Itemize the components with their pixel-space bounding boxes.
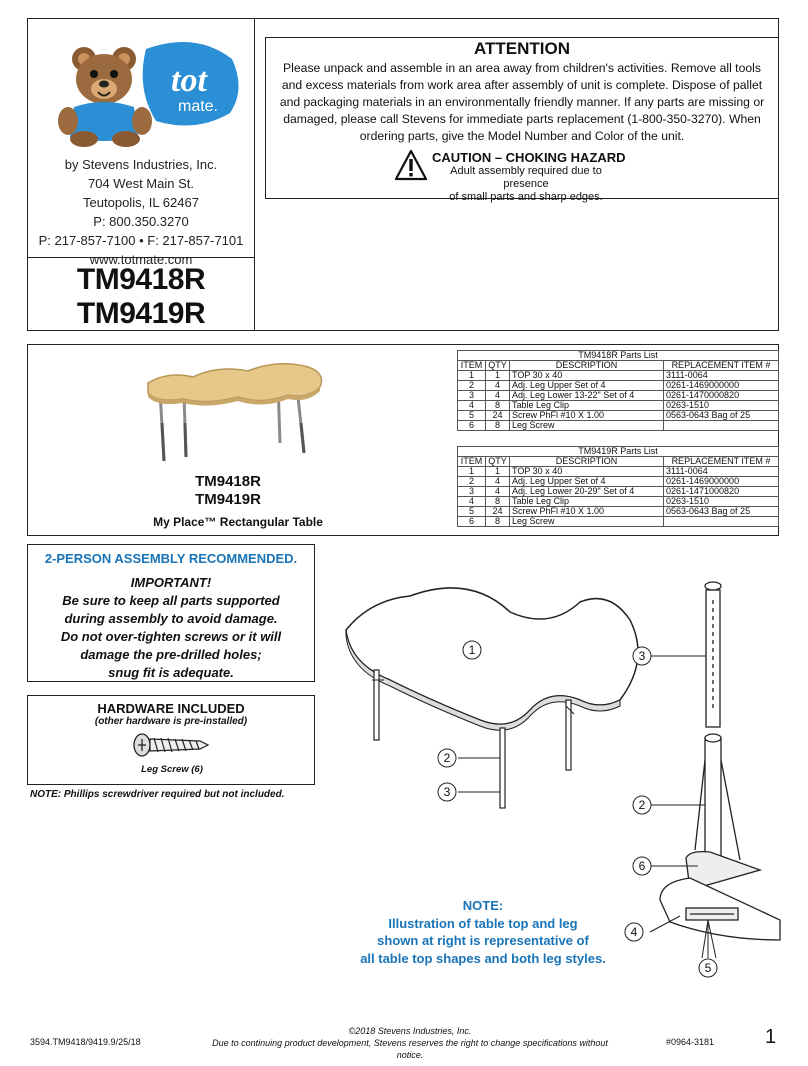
table-row [458, 371, 779, 381]
model-number: TM9419R [76, 297, 206, 330]
cell: 1 [458, 467, 486, 477]
address-line: www.totmate.com [89, 252, 193, 267]
parts-list-table [457, 350, 779, 431]
column-header: REPLACEMENT ITEM # [664, 457, 779, 467]
cell: 4 [486, 487, 510, 497]
footer-doc-code: 3594.TM9418/9419.9/25/18 [30, 1037, 141, 1047]
company-address [28, 155, 254, 269]
cell: 0563-0643 Bag of 25 [664, 507, 779, 517]
table-row [458, 497, 779, 507]
cell: Leg Screw [510, 517, 664, 527]
footer-copyright [200, 1025, 620, 1061]
table-row [458, 487, 779, 497]
address-line: 704 West Main St. [88, 176, 194, 191]
cell [664, 421, 779, 431]
cell: TOP 30 x 40 [510, 371, 664, 381]
cell: 4 [486, 381, 510, 391]
logo-tot-text: tot [171, 62, 207, 99]
cell: 0263-1510 [664, 497, 779, 507]
screw-label: Leg Screw (6) [141, 764, 203, 775]
cell: 2 [458, 381, 486, 391]
header-panel [27, 18, 779, 331]
cell: Table Leg Clip [510, 497, 664, 507]
address-line: P: 217-857-7100 • F: 217-857-7101 [38, 233, 244, 248]
cell: 5 [458, 411, 486, 421]
caution-line: Adult assembly required due to presence [450, 165, 602, 190]
cell: 3 [458, 487, 486, 497]
product-model: TM9418R [195, 473, 261, 490]
cell: 6 [458, 421, 486, 431]
callout-label: 3 [443, 785, 451, 799]
cell [664, 517, 779, 527]
note-line: Illustration of table top and leg [388, 915, 578, 931]
attention-box [265, 37, 779, 203]
important-notice [28, 574, 314, 682]
note-line: NOTE: [462, 898, 504, 913]
table-row [458, 411, 779, 421]
parts-list-title: TM9418R Parts List [458, 351, 779, 361]
cell: 4 [458, 497, 486, 507]
cell: 4 [486, 477, 510, 487]
cell: 6 [458, 517, 486, 527]
cell: 5 [458, 507, 486, 517]
cell: 0261-1470000820 [664, 391, 779, 401]
table-row [458, 467, 779, 477]
table-photo [138, 353, 328, 463]
column-header: QTY [486, 361, 510, 371]
assembly-title: 2-PERSON ASSEMBLY RECOMMENDED. [44, 551, 298, 566]
parts-list-table [457, 446, 779, 527]
model-numbers [28, 263, 254, 331]
caution-line: of small parts and sharp edges. [449, 191, 603, 203]
cell: Table Leg Clip [510, 401, 664, 411]
callout-label: 5 [704, 961, 712, 975]
callout-label: 3 [638, 649, 646, 663]
column-header: REPLACEMENT ITEM # [664, 361, 779, 371]
important-line: during assembly to avoid damage. [64, 611, 278, 626]
callout-label: 4 [630, 925, 638, 939]
column-header: ITEM [458, 457, 486, 467]
cell: TOP 30 x 40 [510, 467, 664, 477]
cell: 24 [486, 411, 510, 421]
cell: 3111-0064 [664, 371, 779, 381]
address-line: by Stevens Industries, Inc. [64, 157, 218, 172]
caution-title: CAUTION – CHOKING HAZARD [432, 150, 626, 165]
product-name: My Place™ Rectangular Table [153, 515, 323, 529]
logo-mate-text: mate. [177, 98, 219, 115]
column-header: QTY [486, 457, 510, 467]
note-line: shown at right is representative of [377, 933, 589, 948]
hardware-box [27, 695, 315, 785]
cell: Adj. Leg Upper Set of 4 [510, 477, 664, 487]
page-number: 1 [765, 1026, 777, 1048]
illustration-note [338, 897, 628, 967]
cell: 1 [486, 467, 510, 477]
model-number: TM9418R [76, 263, 206, 296]
cell: 4 [458, 401, 486, 411]
address-line: Teutopolis, IL 62467 [83, 195, 199, 210]
tool-note: NOTE: Phillips screwdriver required but not included. [30, 789, 285, 800]
cell: 0261-1469000000 [664, 381, 779, 391]
cell: Screw PhFl #10 X 1.00 [510, 507, 664, 517]
attention-title: ATTENTION [473, 39, 570, 58]
important-line: snug fit is adequate. [108, 665, 234, 680]
screw-icon [132, 732, 210, 758]
cell: 24 [486, 507, 510, 517]
totmate-logo [46, 29, 246, 149]
column-header: DESCRIPTION [510, 361, 664, 371]
caution-block [394, 149, 654, 203]
attention-body: Please unpack and assemble in an area away from children's activities. Remove all tools and excess materials from work area after assembly of unit is complete. Dispose of pallet and packaging materials in an environmentally friendly manner. If any parts are missing or damaged, please call Stevens for immediate parts replacement (1-800-350-3270). When ordering parts, give the Model Number and Color of the unit. [279, 61, 765, 143]
table-row [458, 391, 779, 401]
cell: 0261-1471000820 [664, 487, 779, 497]
table-row [458, 401, 779, 411]
callout-label: 2 [638, 798, 646, 812]
hardware-subtitle: (other hardware is pre-installed) [94, 716, 248, 727]
callout-label: 2 [443, 751, 451, 765]
cell: 1 [486, 371, 510, 381]
table-row [458, 421, 779, 431]
header-divider [254, 19, 255, 330]
table-row [458, 507, 779, 517]
assembly-warning-box [27, 544, 315, 682]
cell: 1 [458, 371, 486, 381]
important-line: Do not over-tighten screws or it will [60, 629, 282, 644]
cell: 4 [486, 391, 510, 401]
column-header: DESCRIPTION [510, 457, 664, 467]
cell: 8 [486, 497, 510, 507]
cell: 0263-1510 [664, 401, 779, 411]
table-row [458, 477, 779, 487]
note-line: all table top shapes and both leg styles. [360, 950, 606, 966]
parts-list-title: TM9419R Parts List [458, 447, 779, 457]
bear-mascot-icon [58, 47, 152, 147]
cell: 2 [458, 477, 486, 487]
important-line: Be sure to keep all parts supported [62, 593, 280, 608]
cell: 8 [486, 401, 510, 411]
column-header: ITEM [458, 361, 486, 371]
footer-part-number: #0964-3181 [666, 1037, 715, 1047]
cell: 3111-0064 [664, 467, 779, 477]
cell: Adj. Leg Upper Set of 4 [510, 381, 664, 391]
important-line: damage the pre-drilled holes; [80, 647, 262, 662]
disclaimer-text: Due to continuing product development, Stevens reserves the right to change specifications without notice. [212, 1038, 608, 1060]
important-line: IMPORTANT! [130, 575, 212, 590]
cell: 0261-1469000000 [664, 477, 779, 487]
address-line: P: 800.350.3270 [93, 214, 189, 229]
cell: Adj. Leg Lower 13-22" Set of 4 [510, 391, 664, 401]
cell: 3 [458, 391, 486, 401]
table-row [458, 517, 779, 527]
product-model: TM9419R [195, 491, 261, 508]
cell: Leg Screw [510, 421, 664, 431]
hardware-title: HARDWARE INCLUDED [97, 701, 245, 716]
callout-label: 6 [638, 859, 646, 873]
cell: Screw PhFl #10 X 1.00 [510, 411, 664, 421]
warning-triangle-icon [394, 149, 428, 181]
table-top-drawing [346, 588, 638, 808]
callout-label: 1 [468, 643, 476, 657]
caution-text [436, 165, 616, 204]
cell: 8 [486, 517, 510, 527]
cell: 0563-0643 Bag of 25 [664, 411, 779, 421]
copyright-text: ©2018 Stevens Industries, Inc. [348, 1026, 472, 1036]
cell: 8 [486, 421, 510, 431]
product-models [118, 473, 338, 509]
table-row [458, 381, 779, 391]
cell: Adj. Leg Lower 20-29" Set of 4 [510, 487, 664, 497]
exploded-leg-drawing [660, 582, 780, 940]
